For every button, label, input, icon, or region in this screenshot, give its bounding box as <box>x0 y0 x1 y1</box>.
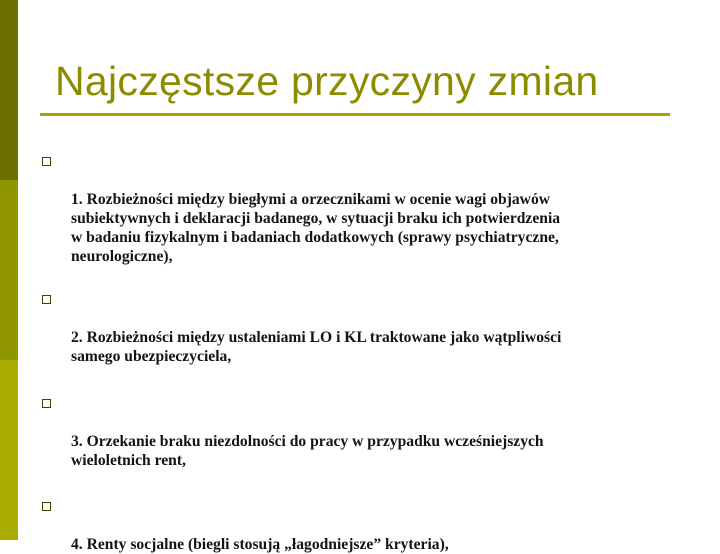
bullet-item <box>40 394 660 470</box>
bullet-list <box>40 152 660 554</box>
bullet-item <box>40 497 660 554</box>
bullet-text: 3. Orzekanie braku niezdolności do pracy w przypadku wcześniejszych wieloletnich rent, <box>71 433 544 469</box>
bullet-text: 1. Rozbieżności między biegłymi a orzecznikami w ocenie wagi objawów subiektywnych i deklaracji badanego, w sytuacji braku ich potwierdzenia w badaniu fizykalnym i badaniach dodatkowych (sprawy psychiatryczne, neurologiczne), <box>71 191 561 265</box>
square-bullet-icon <box>42 157 51 166</box>
square-bullet-icon <box>42 502 51 511</box>
slide-title: Najczęstsze przyczyny zmian <box>55 58 599 104</box>
sidebar-accent-bottom <box>0 360 18 540</box>
sidebar-accent-top <box>0 0 18 180</box>
sidebar-accent-middle <box>0 180 18 360</box>
square-bullet-icon <box>42 399 51 408</box>
bullet-item <box>40 152 660 266</box>
title-divider <box>40 113 670 116</box>
bullet-item <box>40 290 660 366</box>
bullet-text: 4. Renty socjalne (biegli stosują „łagodniejsze” kryteria), <box>71 536 449 553</box>
square-bullet-icon <box>42 295 51 304</box>
bullet-text: 2. Rozbieżności między ustaleniami LO i KL traktowane jako wątpliwości samego ubezpieczyciela, <box>71 329 562 365</box>
